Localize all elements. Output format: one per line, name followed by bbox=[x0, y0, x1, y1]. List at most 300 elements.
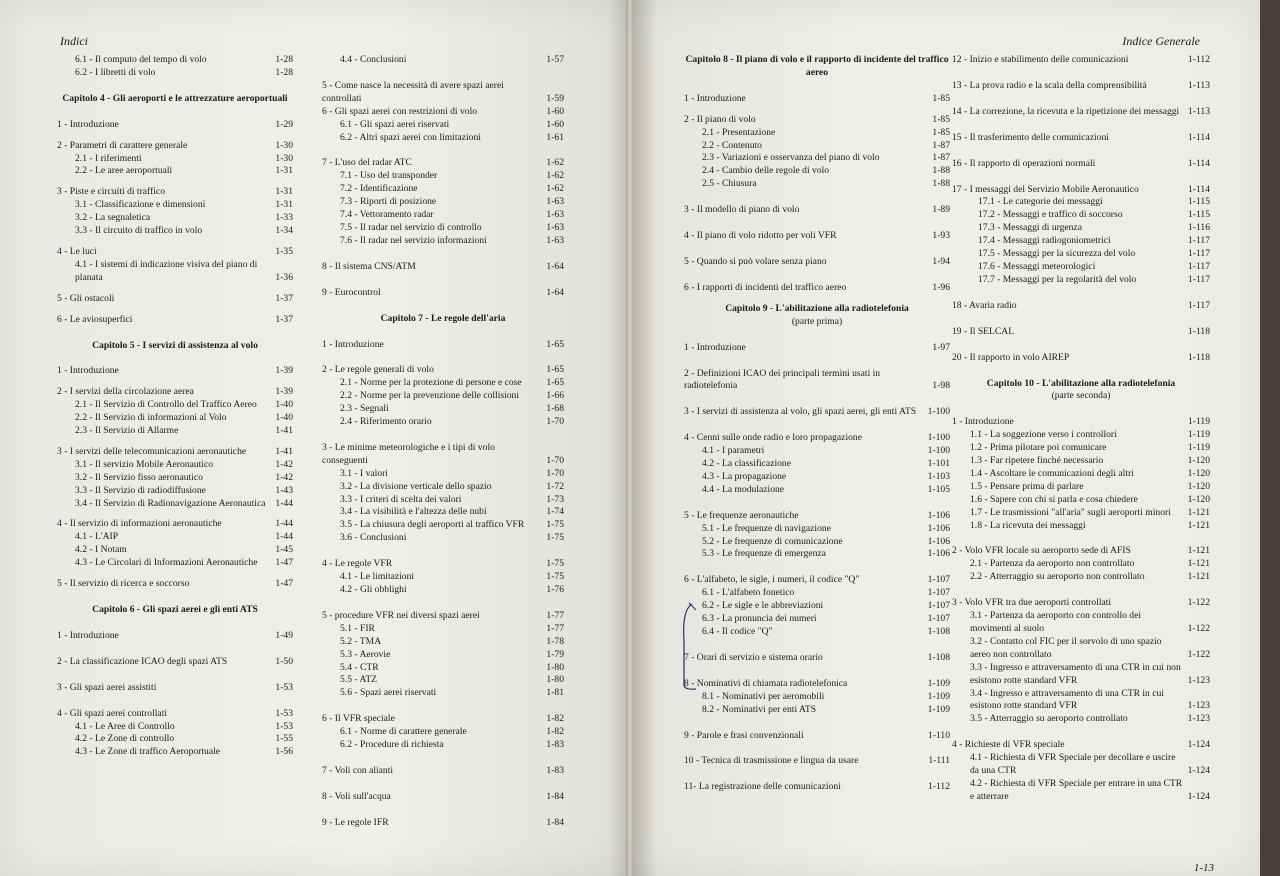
toc-entry-title: 6 - L'alfabeto, le sigle, i numeri, il codice "Q" bbox=[684, 574, 860, 586]
toc-entry-page: 1-120 bbox=[1187, 467, 1210, 479]
toc-entry bbox=[952, 739, 1210, 752]
toc-entry bbox=[952, 274, 1210, 287]
toc-entry bbox=[322, 636, 564, 649]
toc-entry bbox=[952, 688, 1210, 714]
toc-entry-title: 5.2 - TMA bbox=[340, 635, 382, 647]
toc-entry-page: 1-65 bbox=[546, 364, 564, 376]
toc-entry bbox=[684, 368, 950, 394]
toc-entry bbox=[684, 165, 950, 178]
right-page bbox=[632, 0, 1260, 876]
toc-entry bbox=[952, 662, 1210, 688]
toc-entry-title: 4.1 - I parametri bbox=[702, 445, 765, 457]
left-page bbox=[0, 0, 628, 876]
toc-entry bbox=[322, 170, 564, 183]
toc-entry-title: 15 - Il trasferimento delle comunicazioni bbox=[952, 131, 1109, 143]
toc-entry-page: 1-63 bbox=[546, 221, 564, 233]
toc-column-right-1 bbox=[684, 54, 950, 794]
toc-entry-title: 10 - Tecnica di trasmissione e lingua da usare bbox=[684, 755, 859, 767]
toc-entry-title: Capitolo 10 - L'abilitazione alla radiotelefonia bbox=[986, 377, 1176, 389]
toc-entry bbox=[684, 178, 950, 191]
toc-entry bbox=[57, 630, 293, 643]
toc-entry bbox=[322, 339, 564, 352]
toc-entry-page: 1-108 bbox=[927, 626, 950, 637]
toc-entry-page: 1-115 bbox=[1187, 209, 1210, 221]
toc-entry-page: 1-106 bbox=[927, 509, 950, 521]
toc-entry-title: 3.3 - Il circuito di traffico in volo bbox=[75, 225, 203, 237]
toc-entry-page: 1-93 bbox=[932, 230, 950, 242]
toc-entry-page: 1-106 bbox=[927, 548, 950, 560]
toc-entry bbox=[952, 248, 1210, 261]
toc-entry-title: 3.1 - Partenza da aeroporto con controllo dei movimenti al suolo bbox=[970, 610, 1142, 634]
toc-entry bbox=[952, 597, 1210, 610]
toc-entry bbox=[952, 752, 1210, 778]
toc-entry-page: 1-109 bbox=[927, 690, 950, 702]
toc-entry-title: 3 - Il modello di piano di volo bbox=[684, 204, 800, 216]
toc-entry bbox=[952, 222, 1210, 235]
toc-entry bbox=[684, 536, 950, 549]
toc-entry bbox=[952, 636, 1210, 662]
toc-entry-page: 1-40 bbox=[275, 412, 293, 424]
toc-entry-page: 1-106 bbox=[927, 535, 950, 547]
toc-entry-title: 8 - Il sistema CNS/ATM bbox=[322, 260, 416, 272]
toc-entry-page: 1-44 bbox=[275, 497, 293, 509]
toc-entry bbox=[684, 781, 950, 794]
toc-entry-title: 3.3 - Il Servizio di radiodiffusione bbox=[75, 484, 206, 496]
chapter-subheading bbox=[952, 390, 1210, 403]
toc-entry bbox=[57, 708, 293, 721]
toc-entry bbox=[322, 674, 564, 687]
toc-entry-page: 1-114 bbox=[1187, 157, 1210, 169]
toc-entry-title: 9 - Le regole IFR bbox=[322, 816, 389, 828]
toc-entry-title: 6.2 - Procedure di richiesta bbox=[340, 739, 444, 751]
chapter-heading bbox=[684, 303, 950, 316]
toc-entry-title: 5 - Le frequenze aeronautiche bbox=[684, 509, 799, 521]
toc-entry bbox=[57, 459, 293, 472]
toc-entry-title: 5.3 - Le frequenze di emergenza bbox=[702, 548, 826, 560]
toc-entry bbox=[952, 713, 1210, 726]
toc-entry-page: 1-62 bbox=[546, 157, 564, 169]
toc-entry bbox=[952, 442, 1210, 455]
toc-entry-title: 3 - Gli spazi aerei assistiti bbox=[57, 681, 157, 693]
toc-entry bbox=[57, 721, 293, 734]
toc-entry bbox=[952, 558, 1210, 571]
toc-entry-title: 1.7 - Le trasmissioni "all'aria" sugli aeroporti minori bbox=[970, 506, 1171, 518]
toc-entry bbox=[57, 293, 293, 306]
toc-entry-title: 3.2 - Il Servizio fisso aeronautico bbox=[75, 471, 203, 483]
toc-entry-page: 1-44 bbox=[275, 518, 293, 530]
toc-entry-title: 6.3 - La pronuncia dei numeri bbox=[702, 613, 817, 625]
toc-entry bbox=[322, 610, 564, 623]
toc-entry bbox=[952, 132, 1210, 145]
toc-entry-title: 13 - La prova radio e la scala della comprensibilità bbox=[952, 79, 1147, 91]
toc-entry-page: 1-77 bbox=[546, 622, 564, 634]
toc-entry-page: 1-106 bbox=[927, 522, 950, 534]
toc-entry bbox=[952, 429, 1210, 442]
toc-entry bbox=[322, 481, 564, 494]
toc-entry-page: 1-122 bbox=[1187, 597, 1210, 609]
toc-entry-page: 1-98 bbox=[932, 380, 950, 392]
toc-entry-page: 1-103 bbox=[927, 470, 950, 482]
toc-entry-title: 2.2 - Norme per la prevenzione delle collisioni bbox=[340, 390, 520, 402]
toc-entry-title: 5 - Quando si può volare senza piano bbox=[684, 255, 827, 267]
chapter-heading bbox=[684, 54, 950, 80]
toc-entry bbox=[684, 548, 950, 561]
toc-entry bbox=[57, 246, 293, 259]
chapter-heading bbox=[57, 604, 293, 617]
toc-entry-title: (parte prima) bbox=[791, 315, 843, 327]
toc-entry-title: 4.1 - Richiesta di VFR Speciale per decollare e uscire da una CTR bbox=[970, 752, 1176, 777]
toc-entry-title: 12 - Inizio e stabilimento delle comunicazioni bbox=[952, 54, 1129, 65]
toc-entry bbox=[57, 656, 293, 669]
toc-entry-title: 7.3 - Riporti di posizione bbox=[340, 196, 437, 208]
toc-entry-page: 1-75 bbox=[546, 558, 564, 570]
toc-entry-page: 1-109 bbox=[927, 703, 950, 715]
toc-entry-title: 5.1 - FIR bbox=[340, 622, 375, 634]
toc-entry-title: 7.5 - Il radar nel servizio di controllo bbox=[340, 221, 482, 233]
toc-entry-title: 4 - Le regole VFR bbox=[322, 558, 393, 570]
toc-entry-title: 4.2 - Gli obblighi bbox=[340, 584, 407, 595]
toc-entry-page: 1-89 bbox=[932, 204, 950, 216]
toc-entry-page: 1-73 bbox=[546, 493, 564, 505]
toc-entry-page: 1-100 bbox=[927, 445, 950, 457]
toc-entry-page: 1-82 bbox=[546, 726, 564, 738]
toc-entry-title: 3 - Piste e circuiti di traffico bbox=[57, 186, 165, 198]
toc-entry-page: 1-88 bbox=[932, 178, 950, 190]
toc-entry-page: 1-31 bbox=[275, 199, 293, 211]
toc-entry-title: 8 - Voli sull'acqua bbox=[322, 790, 391, 802]
toc-entry bbox=[952, 520, 1210, 533]
toc-entry bbox=[952, 261, 1210, 274]
toc-entry-title: 1.2 - Prima pilotare poi comunicare bbox=[970, 442, 1107, 454]
toc-entry bbox=[322, 235, 564, 248]
toc-entry bbox=[684, 140, 950, 153]
toc-entry-page: 1-83 bbox=[546, 764, 564, 776]
toc-entry-title: 4.2 - Le Zone di controllo bbox=[75, 733, 175, 745]
toc-entry-title: 1.3 - Far ripetere finché necessario bbox=[970, 455, 1104, 467]
toc-entry bbox=[322, 506, 564, 519]
toc-entry bbox=[952, 106, 1210, 119]
toc-entry bbox=[322, 623, 564, 636]
toc-entry-page: 1-101 bbox=[927, 458, 950, 470]
toc-entry bbox=[684, 600, 950, 613]
toc-entry-title: 4.2 - Richiesta di VFR Speciale per entrare in una CTR e atterrare bbox=[970, 777, 1183, 802]
toc-entry-page: 1-60 bbox=[546, 118, 564, 130]
toc-entry-page: 1-80 bbox=[546, 661, 564, 673]
toc-entry-title: 6.2 - Le sigle e le abbreviazioni bbox=[702, 600, 824, 612]
toc-entry-title: 17.5 - Messaggi per la sicurezza del volo bbox=[978, 248, 1136, 260]
toc-entry bbox=[684, 484, 950, 497]
toc-entry-title: 6 - Il VFR speciale bbox=[322, 713, 395, 725]
toc-entry-page: 1-112 bbox=[927, 781, 950, 793]
toc-entry bbox=[57, 518, 293, 531]
toc-entry-page: 1-49 bbox=[275, 629, 293, 641]
toc-entry-title: 17.6 - Messaggi meteorologici bbox=[978, 260, 1096, 272]
toc-entry bbox=[57, 682, 293, 695]
toc-entry-page: 1-85 bbox=[932, 126, 950, 138]
toc-entry-title: 14 - La correzione, la ricevuta e la ripetizione dei messaggi bbox=[952, 105, 1180, 117]
toc-entry-title: 4 - Cenni sulle onde radio e loro propagazione bbox=[684, 432, 862, 444]
toc-entry-page: 1-114 bbox=[1187, 183, 1210, 195]
toc-entry-page: 1-62 bbox=[546, 170, 564, 182]
toc-entry bbox=[322, 106, 564, 119]
toc-entry-page: 1-62 bbox=[546, 183, 564, 195]
toc-entry-title: 3.1 - Il servizio Mobile Aeronautico bbox=[75, 458, 214, 470]
toc-entry-page: 1-87 bbox=[932, 152, 950, 164]
toc-entry bbox=[684, 691, 950, 704]
toc-entry-title: 3.4 - Il Servizio di Radionavigazione Aeronautica bbox=[75, 497, 266, 509]
toc-entry-title: 2.2 - Il Servizio di informazioni al Volo bbox=[75, 412, 227, 424]
toc-entry bbox=[322, 468, 564, 481]
toc-entry-page: 1-63 bbox=[546, 196, 564, 208]
toc-entry-page: 1-117 bbox=[1187, 299, 1210, 311]
toc-entry-title: 7 - L'uso del radar ATC bbox=[322, 157, 412, 169]
toc-entry-page: 1-87 bbox=[932, 139, 950, 151]
toc-entry bbox=[684, 652, 950, 665]
toc-entry-title: 4.1 - Le limitazioni bbox=[340, 571, 415, 583]
toc-entry-page: 1-121 bbox=[1187, 545, 1210, 557]
toc-entry-title: 5 - Il servizio di ricerca e soccorso bbox=[57, 578, 190, 590]
toc-entry-page: 1-121 bbox=[1187, 571, 1210, 583]
toc-entry bbox=[684, 471, 950, 484]
toc-entry bbox=[322, 571, 564, 584]
toc-entry-page: 1-41 bbox=[275, 445, 293, 457]
toc-entry-page: 1-53 bbox=[275, 681, 293, 693]
toc-column-left-1 bbox=[57, 54, 293, 759]
toc-entry-title: 6 - I rapporti di incidenti del traffico aereo bbox=[684, 281, 847, 293]
toc-entry-title: 1.8 - La ricevuta dei messaggi bbox=[970, 519, 1086, 531]
toc-entry-page: 1-42 bbox=[275, 471, 293, 483]
toc-entry-page: 1-111 bbox=[928, 755, 950, 767]
toc-entry-page: 1-75 bbox=[546, 532, 564, 544]
toc-entry bbox=[322, 54, 564, 67]
toc-entry bbox=[57, 212, 293, 225]
toc-entry-page: 1-120 bbox=[1187, 493, 1210, 505]
toc-entry-page: 1-60 bbox=[546, 105, 564, 117]
toc-entry bbox=[322, 765, 564, 778]
toc-entry-title: 7 - Orari di servizio e sistema orario bbox=[684, 651, 823, 663]
toc-entry bbox=[952, 80, 1210, 93]
toc-entry bbox=[684, 152, 950, 165]
toc-entry-title: 2 - Il piano di volo bbox=[684, 113, 756, 125]
toc-entry bbox=[57, 399, 293, 412]
toc-entry-page: 1-123 bbox=[1187, 700, 1210, 712]
toc-entry bbox=[57, 153, 293, 166]
toc-entry-page: 1-75 bbox=[546, 571, 564, 583]
toc-entry-title: 1 - Introduzione bbox=[57, 629, 119, 641]
chapter-heading bbox=[57, 340, 293, 353]
toc-entry-title: 3 - Le minime meteorologiche e i tipi di volo conseguenti bbox=[322, 441, 495, 466]
toc-entry-title: 7.2 - Identificazione bbox=[340, 183, 418, 195]
toc-entry-title: 4.4 - Conclusioni bbox=[340, 54, 407, 65]
toc-entry-page: 1-119 bbox=[1187, 429, 1210, 441]
toc-entry bbox=[322, 726, 564, 739]
toc-entry bbox=[322, 390, 564, 403]
toc-entry-page: 1-30 bbox=[275, 139, 293, 151]
toc-entry bbox=[57, 425, 293, 438]
toc-entry-page: 1-113 bbox=[1187, 79, 1210, 91]
toc-entry-title: 8 - Nominativi di chiamata radiotelefonica bbox=[684, 677, 848, 689]
toc-entry-title: 2 - Volo VFR locale su aeroporto sede di AFIS bbox=[952, 545, 1131, 557]
toc-entry-page: 1-116 bbox=[1187, 222, 1210, 234]
toc-entry-page: 1-82 bbox=[546, 713, 564, 725]
toc-entry-title: 5 - procedure VFR nei diversi spazi aerei bbox=[322, 609, 480, 621]
toc-entry-title: 5.1 - Le frequenze di navigazione bbox=[702, 522, 831, 534]
toc-entry-title: 2.3 - Segnali bbox=[340, 403, 389, 415]
toc-entry-title: 6.2 - I libretti di volo bbox=[75, 66, 156, 78]
toc-entry-title: 1 - Introduzione bbox=[684, 92, 746, 104]
toc-entry-page: 1-85 bbox=[932, 92, 950, 104]
toc-entry bbox=[57, 314, 293, 327]
toc-entry-title: 17.4 - Messaggi radiogoniometrici bbox=[978, 235, 1111, 247]
toc-entry-page: 1-56 bbox=[275, 746, 293, 758]
toc-entry-title: 18 - Avaria radio bbox=[952, 299, 1017, 311]
toc-entry-title: 17.7 - Messaggi per la regolarità del volo bbox=[978, 273, 1137, 285]
toc-entry bbox=[322, 494, 564, 507]
toc-entry-title: 8.2 - Nominativi per enti ATS bbox=[702, 703, 817, 715]
toc-entry bbox=[684, 523, 950, 536]
toc-entry bbox=[322, 377, 564, 390]
toc-entry-title: Capitolo 8 - Il piano di volo e il rapporto di incidente del traffico aereo bbox=[685, 54, 949, 78]
toc-entry bbox=[952, 209, 1210, 222]
toc-entry-page: 1-74 bbox=[546, 506, 564, 518]
toc-entry bbox=[952, 184, 1210, 197]
toc-entry-page: 1-43 bbox=[275, 484, 293, 496]
toc-entry-title: 5 - Gli ostacoli bbox=[57, 292, 115, 304]
toc-entry-title: 3.1 - I valori bbox=[340, 467, 388, 479]
toc-entry-page: 1-94 bbox=[932, 255, 950, 267]
toc-entry-title: 2.4 - Cambio delle regole di volo bbox=[702, 165, 830, 177]
chapter-heading bbox=[57, 93, 293, 106]
toc-entry-page: 1-112 bbox=[1187, 54, 1210, 65]
toc-entry-title: 3.3 - Ingresso e attraversamento di una CTR in cui non esistono rotte standard VFR bbox=[970, 661, 1181, 686]
toc-column-right-2 bbox=[952, 54, 1210, 804]
toc-entry bbox=[57, 498, 293, 511]
toc-entry-page: 1-117 bbox=[1187, 260, 1210, 272]
toc-entry bbox=[952, 778, 1210, 804]
toc-entry-title: 2.1 - Partenza da aeroporto non controllato bbox=[970, 558, 1135, 570]
toc-entry bbox=[322, 649, 564, 662]
toc-entry-page: 1-85 bbox=[932, 113, 950, 125]
toc-entry bbox=[322, 687, 564, 700]
toc-entry bbox=[684, 730, 950, 743]
toc-entry-page: 1-121 bbox=[1187, 506, 1210, 518]
toc-entry bbox=[57, 733, 293, 746]
toc-entry-title: 1 - Introduzione bbox=[57, 118, 119, 130]
toc-entry bbox=[952, 416, 1210, 429]
toc-entry-page: 1-118 bbox=[1187, 351, 1210, 363]
running-head-left: Indici bbox=[60, 34, 88, 48]
toc-entry-title: 4.1 - Le Aree di Controllo bbox=[75, 720, 175, 732]
toc-entry-title: 2.2 - Atterraggio su aeroporto non controllato bbox=[970, 571, 1145, 583]
toc-entry bbox=[684, 510, 950, 523]
toc-entry-title: 4 - Gli spazi aerei controllati bbox=[57, 707, 168, 719]
toc-entry-page: 1-100 bbox=[927, 432, 950, 444]
toc-entry-page: 1-110 bbox=[927, 729, 950, 741]
toc-entry-page: 1-28 bbox=[275, 66, 293, 78]
toc-entry bbox=[322, 209, 564, 222]
toc-entry-title: 5.2 - Le frequenze di comunicazione bbox=[702, 535, 843, 547]
toc-entry-page: 1-57 bbox=[546, 54, 564, 65]
toc-entry-title: 3.1 - Classificazione e dimensioni bbox=[75, 199, 206, 211]
toc-entry bbox=[684, 204, 950, 217]
toc-entry-title: 3.3 - I criteri di scelta dei valori bbox=[340, 493, 462, 505]
toc-entry-page: 1-70 bbox=[546, 454, 564, 466]
toc-entry bbox=[57, 472, 293, 485]
toc-entry-title: 4.3 - Le Circolari di Informazioni Aeronautiche bbox=[75, 557, 258, 569]
toc-entry-page: 1-63 bbox=[546, 234, 564, 246]
toc-entry bbox=[684, 574, 950, 587]
toc-entry bbox=[322, 558, 564, 571]
toc-entry-page: 1-121 bbox=[1187, 558, 1210, 570]
toc-entry bbox=[322, 817, 564, 830]
toc-entry-title: 6.1 - Gli spazi aerei riservati bbox=[340, 118, 450, 130]
toc-entry-title: 8.1 - Nominativi per aeromobili bbox=[702, 690, 825, 702]
toc-entry-page: 1-96 bbox=[932, 281, 950, 293]
toc-entry-title: 11- La registrazione delle comunicazioni bbox=[684, 781, 841, 793]
toc-entry bbox=[322, 222, 564, 235]
chapter-heading bbox=[322, 313, 564, 326]
toc-entry-page: 1-36 bbox=[275, 271, 293, 283]
toc-entry-title: 1.1 - La soggezione verso i controllori bbox=[970, 429, 1117, 441]
toc-entry bbox=[322, 442, 564, 468]
toc-entry-title: 6.1 - Norme di carattere generale bbox=[340, 726, 467, 738]
toc-entry bbox=[57, 199, 293, 212]
toc-entry-page: 1-108 bbox=[927, 651, 950, 663]
toc-entry-title: 3.5 - La chiusura degli aeroporti al traffico VFR bbox=[340, 519, 525, 531]
toc-entry-page: 1-31 bbox=[275, 165, 293, 177]
toc-entry bbox=[57, 365, 293, 378]
toc-entry-page: 1-53 bbox=[275, 707, 293, 719]
toc-entry-title: 4.2 - La classificazione bbox=[702, 458, 791, 470]
toc-entry-page: 1-115 bbox=[1187, 196, 1210, 208]
toc-entry-page: 1-122 bbox=[1187, 648, 1210, 660]
toc-entry-title: 1 - Introduzione bbox=[322, 338, 384, 350]
toc-entry-page: 1-47 bbox=[275, 557, 293, 569]
toc-entry-page: 1-123 bbox=[1187, 674, 1210, 686]
toc-entry-title: 1 - Introduzione bbox=[952, 416, 1014, 428]
toc-entry bbox=[684, 282, 950, 295]
toc-entry bbox=[684, 458, 950, 471]
toc-entry bbox=[684, 127, 950, 140]
toc-entry-title: 2 - Le regole generali di volo bbox=[322, 364, 434, 376]
toc-entry-page: 1-109 bbox=[927, 677, 950, 689]
toc-entry-page: 1-65 bbox=[546, 377, 564, 389]
toc-entry bbox=[57, 259, 293, 285]
toc-entry bbox=[952, 545, 1210, 558]
toc-entry bbox=[952, 54, 1210, 67]
toc-entry bbox=[684, 587, 950, 600]
toc-entry-title: 6.4 - Il codice "Q" bbox=[702, 626, 773, 637]
toc-entry-title: 2.1 - I riferimenti bbox=[75, 152, 142, 164]
toc-entry-page: 1-107 bbox=[927, 587, 950, 599]
toc-entry bbox=[952, 494, 1210, 507]
toc-entry-page: 1-122 bbox=[1187, 623, 1210, 634]
toc-entry-page: 1-37 bbox=[275, 292, 293, 304]
toc-entry bbox=[952, 571, 1210, 584]
toc-entry-page: 1-31 bbox=[275, 186, 293, 198]
toc-entry-page: 1-47 bbox=[275, 578, 293, 590]
toc-entry-title: 7.4 - Vettoramento radar bbox=[340, 209, 434, 221]
toc-entry-title: 4 - Le luci bbox=[57, 245, 97, 257]
toc-entry-page: 1-83 bbox=[546, 739, 564, 751]
toc-entry bbox=[57, 746, 293, 759]
toc-entry-title: (parte seconda) bbox=[1051, 390, 1111, 402]
toc-entry-page: 1-77 bbox=[546, 609, 564, 621]
toc-entry-page: 1-97 bbox=[932, 341, 950, 353]
toc-entry-title: 3 - Volo VFR tra due aeroporti controllati bbox=[952, 597, 1112, 609]
toc-entry bbox=[57, 54, 293, 67]
toc-entry bbox=[322, 416, 564, 429]
